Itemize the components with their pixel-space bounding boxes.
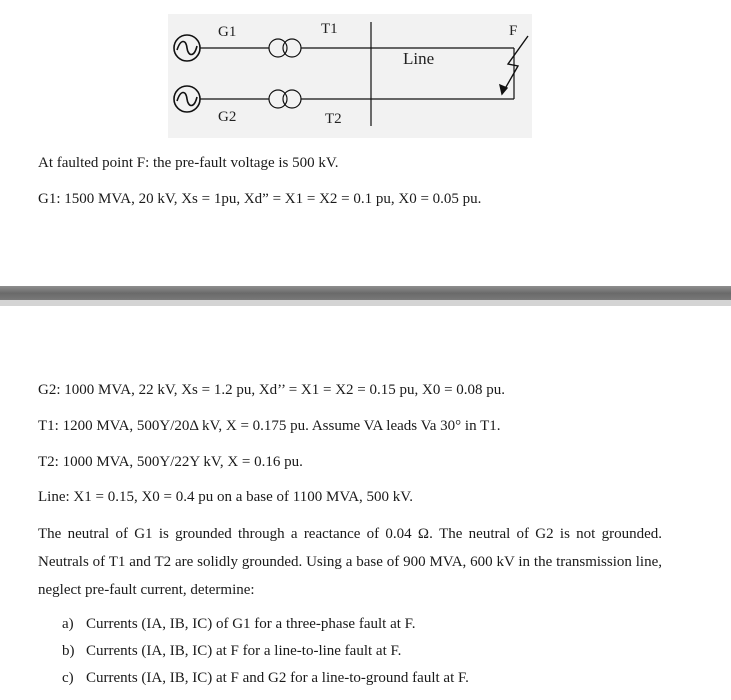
t1-label: T1 (321, 21, 338, 37)
page-separator-shadow (0, 300, 731, 306)
g1-parameters-text: G1: 1500 MVA, 20 kV, Xs = 1pu, Xd” = X1 = X2 = 0.1 pu, X0 = 0.05 pu. (38, 191, 482, 207)
line-label: Line (403, 49, 435, 68)
neutral-grounding-paragraph: The neutral of G1 is grounded through a reactance of 0.04 Ω. The neutral of G2 is not grounded. Neutrals of T1 and T2 are solidly grounded. Using a base of 900 MVA, 600 kV in the transmission line, neglect pre-fault current, determine: (38, 526, 662, 598)
t1-transformer-winding (269, 39, 287, 57)
g1-generator-symbol (174, 35, 200, 61)
g2-label: G2 (218, 109, 237, 125)
question-text: Currents (IA, IB, IC) at F for a line-to-line fault at F. (86, 643, 402, 659)
t2-transformer-winding (283, 90, 301, 108)
t1-parameters-text: T1: 1200 MVA, 500Y/20Δ kV, X = 0.175 pu. Assume VA leads Va 30° in T1. (38, 418, 501, 434)
question-marker: b) (62, 643, 75, 659)
line-parameters-text: Line: X1 = 0.15, X0 = 0.4 pu on a base of 1100 MVA, 500 kV. (38, 489, 413, 505)
question-item (62, 643, 401, 660)
question-item (62, 616, 416, 633)
g1-label: G1 (218, 24, 237, 40)
question-text: Currents (IA, IB, IC) at F and G2 for a line-to-ground fault at F. (86, 670, 469, 686)
prefault-voltage-text: At faulted point F: the pre-fault voltage is 500 kV. (38, 155, 339, 171)
t2-parameters-text: T2: 1000 MVA, 500Y/22Y kV, X = 0.16 pu. (38, 454, 303, 470)
g2-parameters-text: G2: 1000 MVA, 22 kV, Xs = 1.2 pu, Xd’’ = X1 = X2 = 0.15 pu, X0 = 0.08 pu. (38, 382, 506, 398)
question-text: Currents (IA, IB, IC) of G1 for a three-phase fault at F. (86, 616, 416, 632)
g2-generator-symbol (174, 86, 200, 112)
question-item (62, 670, 469, 687)
circuit-diagram (168, 14, 532, 138)
fault-label: F (509, 23, 518, 39)
t1-transformer-winding (283, 39, 301, 57)
question-marker: a) (62, 616, 74, 632)
t2-transformer-winding (269, 90, 287, 108)
t2-label: T2 (325, 111, 342, 127)
question-marker: c) (62, 670, 74, 686)
